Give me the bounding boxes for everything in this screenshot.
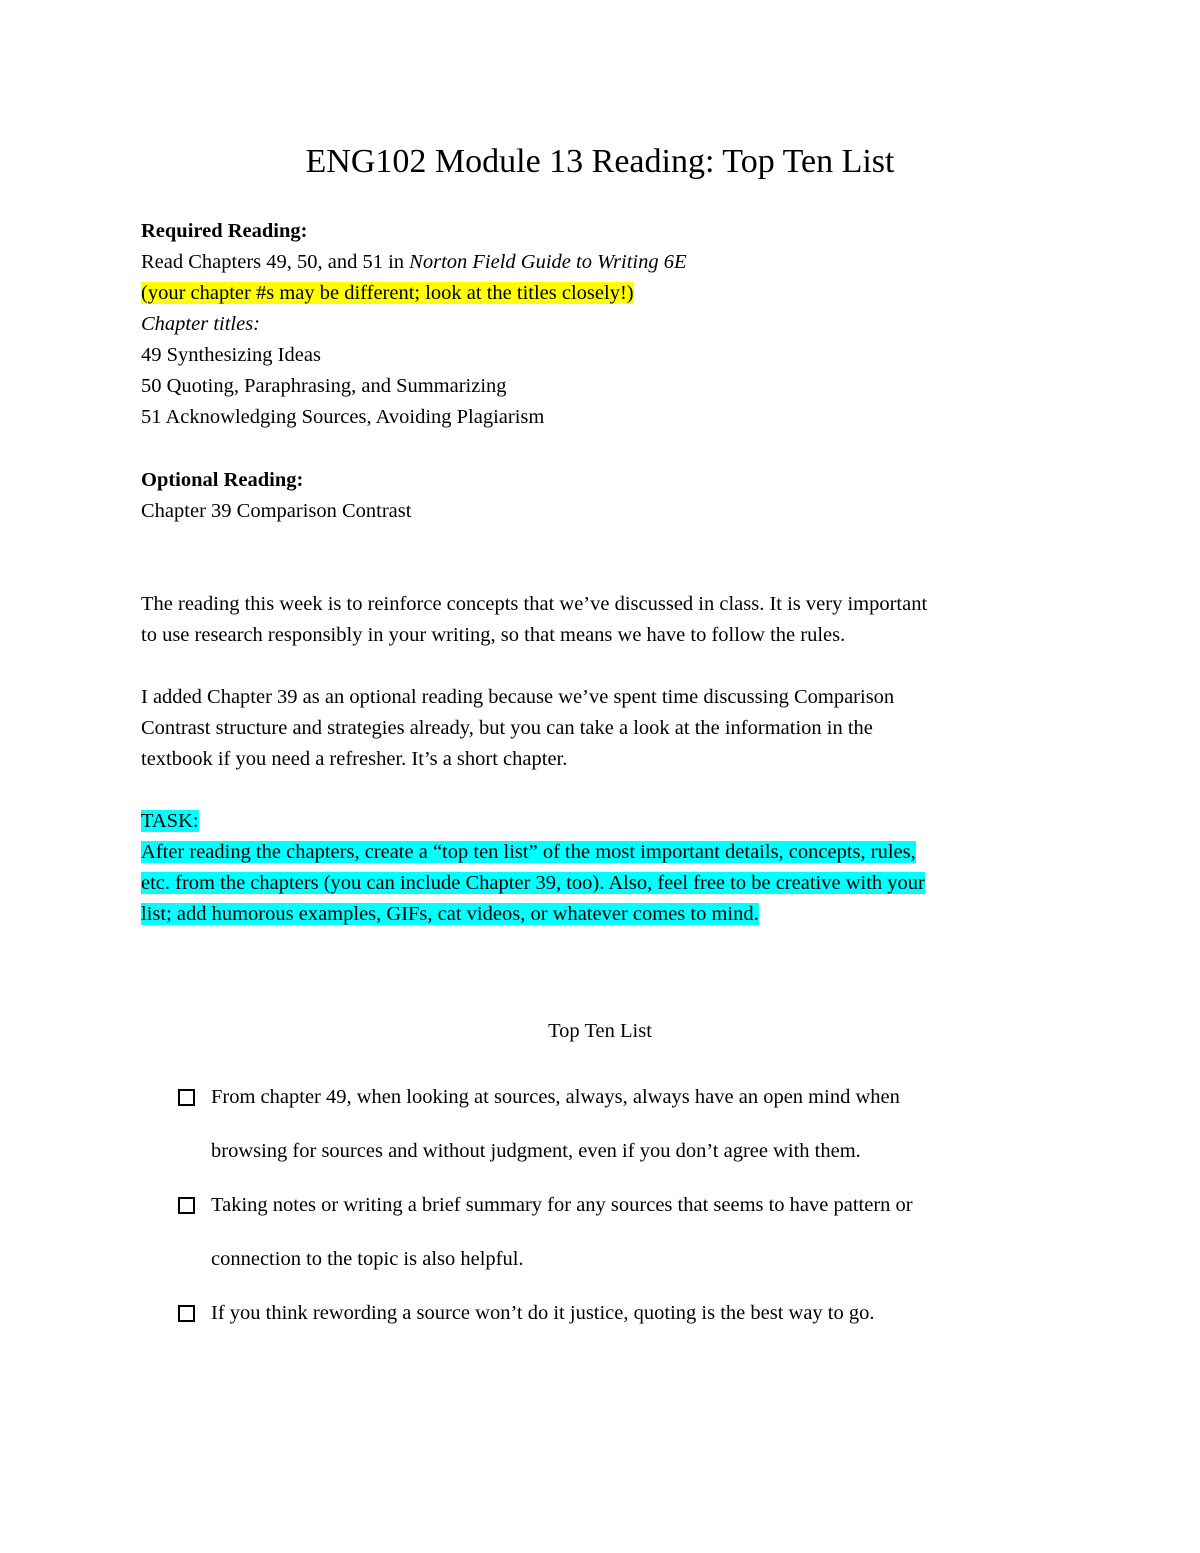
task-text: list; add humorous examples, GIFs, cat videos, or whatever comes to mind.: [141, 903, 759, 925]
chapter-title-item: 49 Synthesizing Ideas: [141, 344, 321, 366]
paragraph-line: to use research responsibly in your writing, so that means we have to follow the rules.: [141, 624, 846, 646]
list-item-line: browsing for sources and without judgment, even if you don’t agree with them.: [211, 1140, 861, 1162]
task-label-line: [141, 806, 1061, 837]
page-title: ENG102 Module 13 Reading: Top Ten List: [305, 143, 895, 180]
chapter-titles-label: Chapter titles:: [141, 313, 261, 335]
book-title: Norton Field Guide to Writing 6E: [409, 251, 687, 273]
optional-reading-heading: Optional Reading:: [141, 469, 304, 491]
list-item-line: From chapter 49, when looking at sources, always, always have an open mind when: [211, 1086, 900, 1108]
chapter-note-line: [141, 278, 1061, 309]
checkbox-icon[interactable]: [178, 1089, 195, 1106]
list-item: [176, 1178, 1076, 1286]
paragraph-line: Contrast structure and strategies already, but you can take a look at the information in the: [141, 717, 873, 739]
paragraph-reading-purpose: [141, 589, 1061, 651]
list-item: [176, 1286, 1076, 1340]
paragraph-optional-note: [141, 682, 1061, 775]
required-reading-heading: Required Reading:: [141, 220, 308, 242]
required-reading-line: [141, 247, 1061, 278]
paragraph-line: The reading this week is to reinforce concepts that we’ve discussed in class. It is very important: [141, 593, 928, 615]
list-item-line: Taking notes or writing a brief summary for any sources that seems to have pattern or: [211, 1194, 913, 1216]
checkbox-icon[interactable]: [178, 1305, 195, 1322]
top-ten-heading: Top Ten List: [548, 1020, 652, 1042]
chapter-title-item: 50 Quoting, Paraphrasing, and Summarizing: [141, 375, 507, 397]
paragraph-line: I added Chapter 39 as an optional reading because we’ve spent time discussing Comparison: [141, 686, 895, 708]
task-section: [141, 806, 1061, 930]
paragraph-line: textbook if you need a refresher. It’s a short chapter.: [141, 748, 568, 770]
list-item-line: If you think rewording a source won’t do it justice, quoting is the best way to go.: [211, 1302, 875, 1324]
task-line: [141, 899, 1061, 930]
required-reading-section: [141, 216, 1061, 433]
optional-reading-section: [141, 465, 1061, 527]
required-reading-prefix: Read Chapters 49, 50, and 51 in: [141, 251, 410, 273]
task-line: [141, 868, 1061, 899]
optional-chapter: Chapter 39 Comparison Contrast: [141, 500, 412, 522]
list-item-line: connection to the topic is also helpful.: [211, 1248, 524, 1270]
task-text: After reading the chapters, create a “top ten list” of the most important details, concepts, rules,: [141, 841, 916, 863]
list-item: [176, 1070, 1076, 1178]
task-line: [141, 837, 1061, 868]
task-label: TASK:: [141, 810, 199, 832]
chapter-note: (your chapter #s may be different; look at the titles closely!): [141, 282, 634, 304]
top-ten-list: [176, 1070, 1076, 1340]
chapter-title-item: 51 Acknowledging Sources, Avoiding Plagiarism: [141, 406, 545, 428]
task-text: etc. from the chapters (you can include Chapter 39, too). Also, feel free to be creative with your: [141, 872, 925, 894]
checkbox-icon[interactable]: [178, 1197, 195, 1214]
